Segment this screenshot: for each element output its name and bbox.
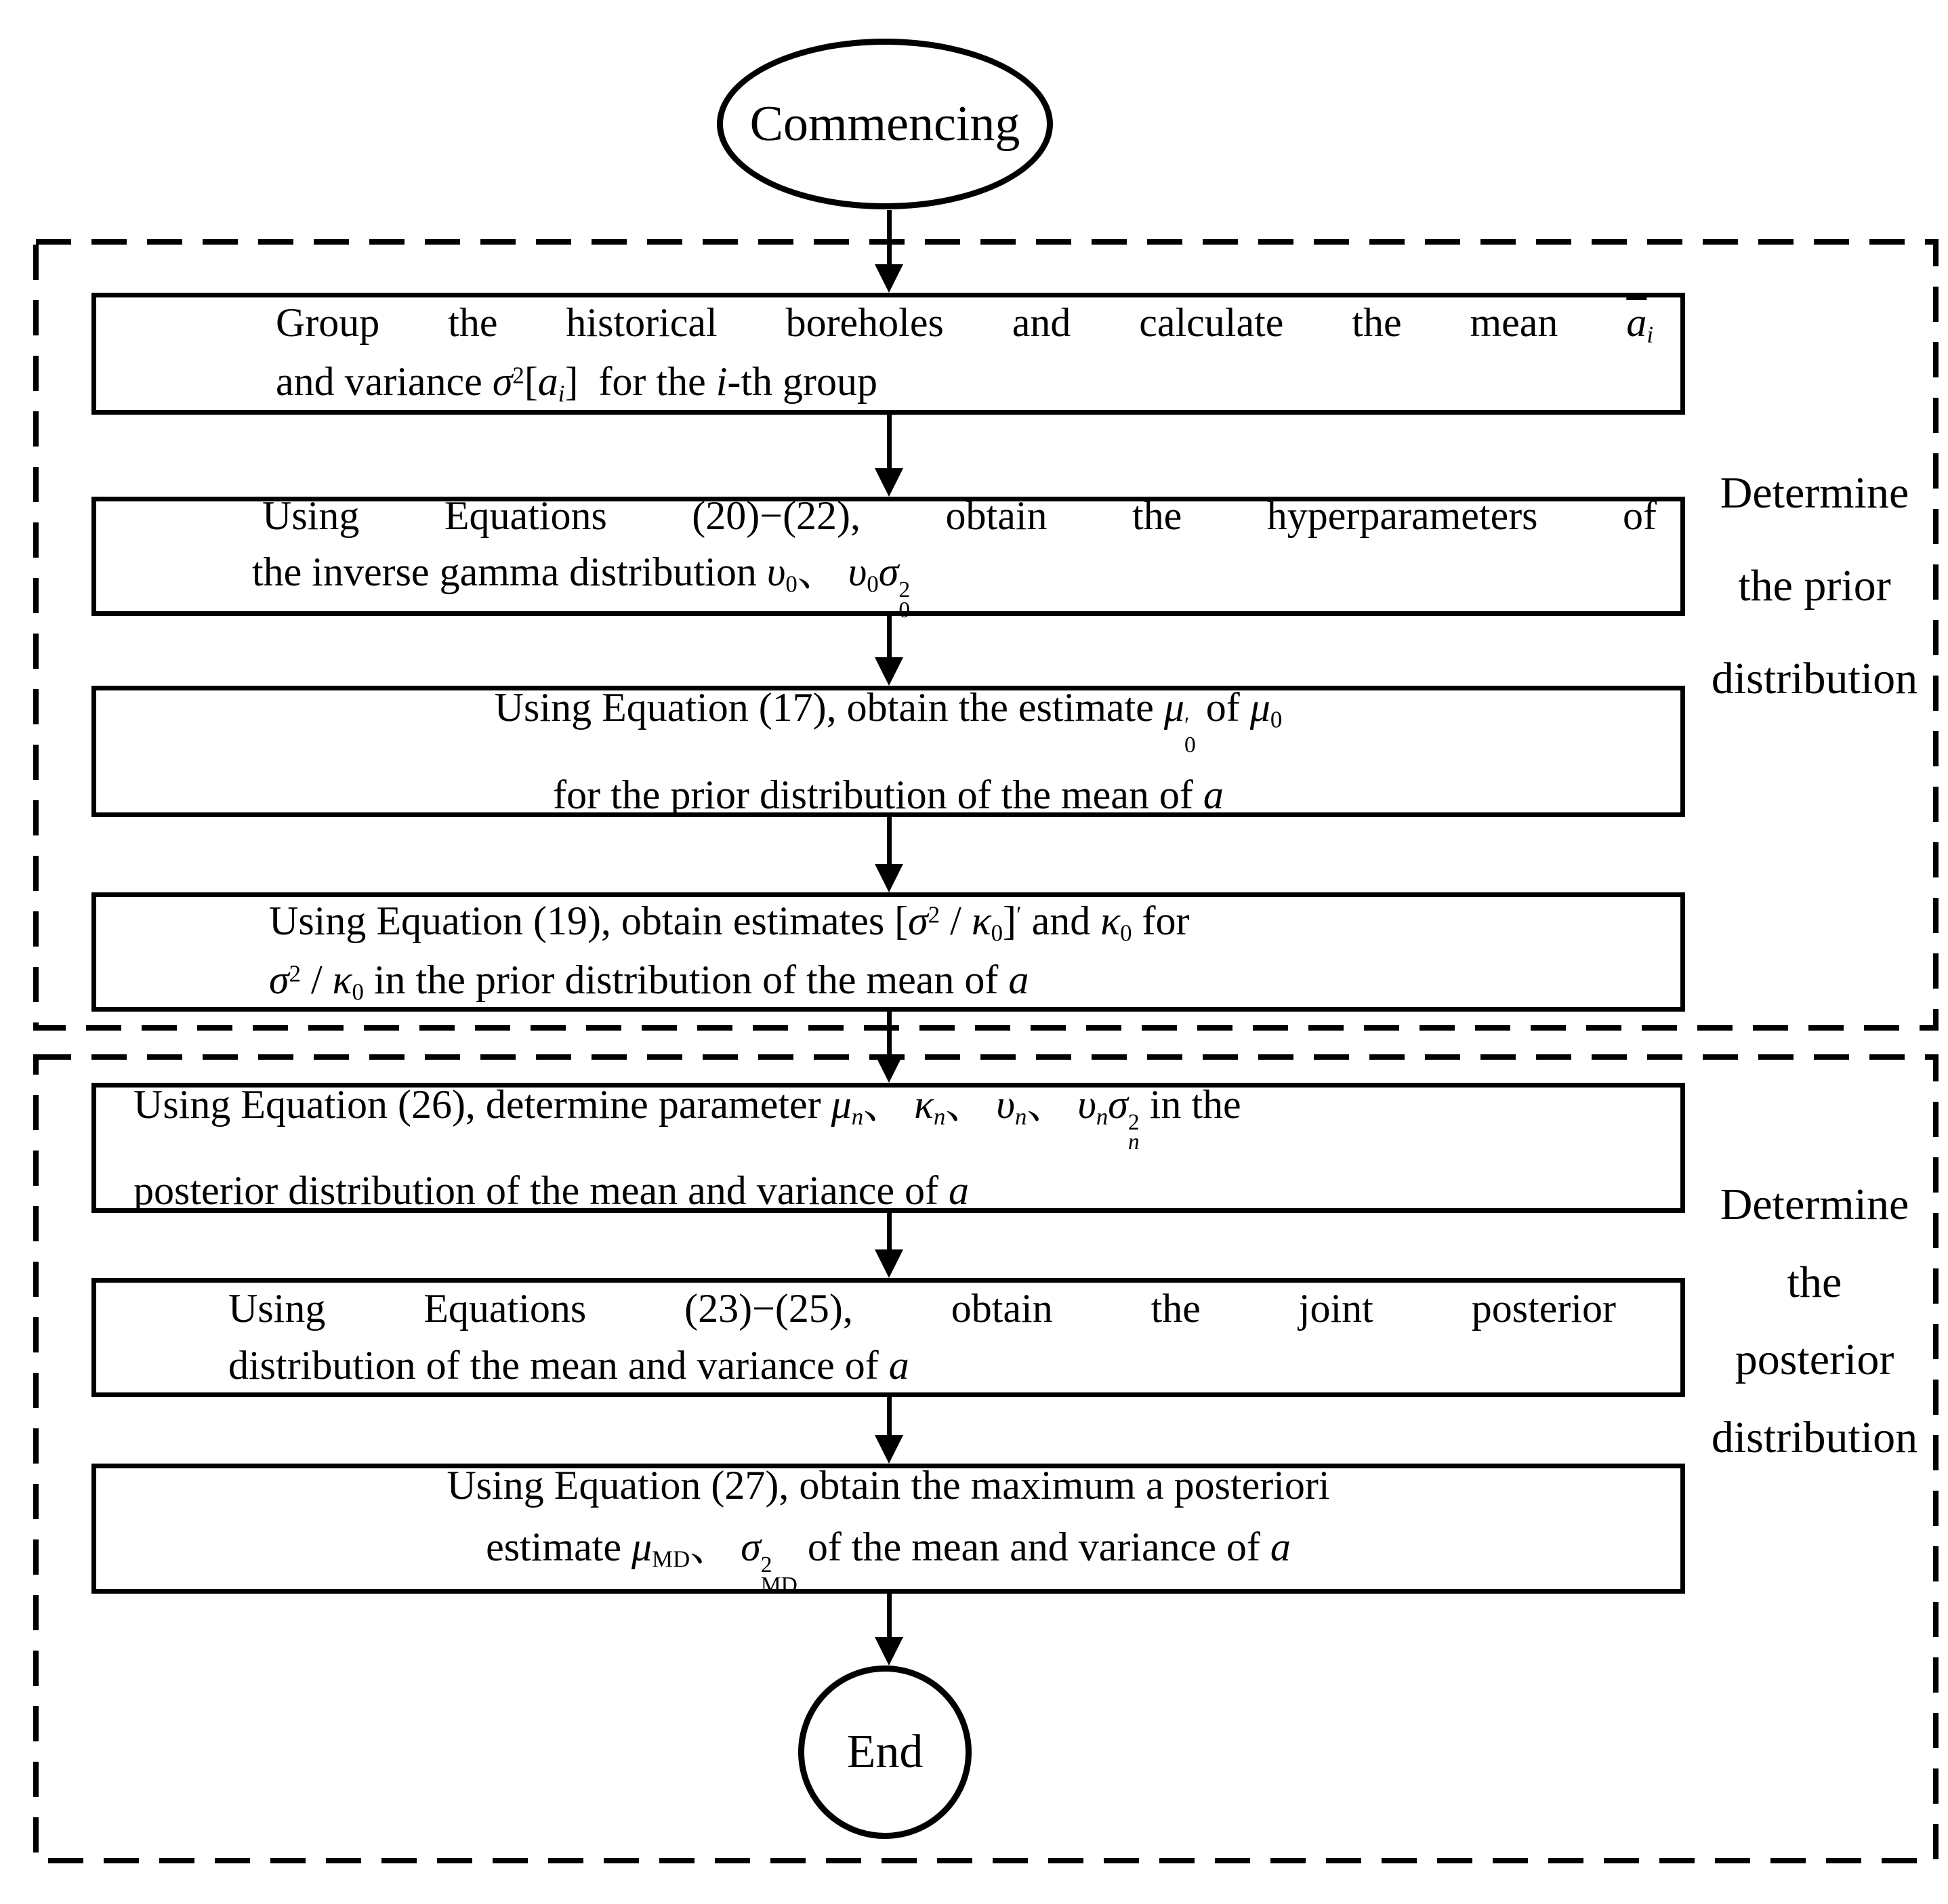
- arrow-shaft: [887, 1397, 892, 1436]
- arrow-shaft: [887, 210, 892, 265]
- flow-arrow-icon: [875, 1594, 903, 1665]
- step-text-line: Using Equation (26), determine parameter $\mu_n$、 $\kappa_n$、 $\upsilon_n$、 $\upsilon_n\sigma$ 2 n in the: [133, 1081, 1241, 1155]
- step-text-line: Using Equation (27), obtain the maximum a posteriori: [447, 1462, 1330, 1508]
- flow-arrow-icon: [875, 1012, 903, 1083]
- step-text-line: estimate $\mu_{MD}$、 σ 2 MD of the mean and variance of a: [486, 1525, 1291, 1598]
- step-box-joint-posterior: [91, 1278, 1685, 1397]
- step-box-estimate-mu0: [91, 686, 1685, 817]
- end-label: End: [846, 1726, 924, 1778]
- flow-arrow-icon: [875, 616, 903, 686]
- step-text-line: Using Equations (23)−(25), obtain the joint posterior: [228, 1286, 1616, 1331]
- arrow-head-icon: [875, 264, 903, 293]
- arrow-head-icon: [875, 1637, 903, 1665]
- step-text-line: for the prior distribution of the mean of a: [553, 772, 1224, 817]
- section-label-line: distribution: [1711, 654, 1918, 703]
- step-text-line: and variance $\sigma^2[a_i]$ for the i-th group: [276, 359, 878, 407]
- arrow-head-icon: [875, 1054, 903, 1083]
- start-label: Commencing: [749, 96, 1020, 152]
- arrow-head-icon: [875, 1249, 903, 1278]
- arrow-shaft: [887, 1012, 892, 1055]
- flow-arrow-icon: [875, 1397, 903, 1464]
- flow-arrow-icon: [875, 210, 903, 293]
- arrow-shaft: [887, 415, 892, 469]
- arrow-head-icon: [875, 657, 903, 686]
- section-label-line: the: [1787, 1257, 1842, 1307]
- flow-arrow-icon: [875, 1213, 903, 1278]
- end-terminal: [798, 1665, 972, 1839]
- arrow-head-icon: [875, 1435, 903, 1464]
- flow-arrow-icon: [875, 817, 903, 892]
- step-text-line: the inverse gamma distribution $\upsilon_0$、 $\upsilon_0\sigma$ 2 0: [252, 550, 911, 623]
- section-label-line: posterior: [1735, 1335, 1894, 1385]
- arrow-shaft: [887, 1213, 892, 1250]
- step-text-line: $\sigma^2 / \kappa_0$ in the prior distribution of the mean of a: [269, 957, 1029, 1006]
- arrow-shaft: [887, 1594, 892, 1638]
- flow-arrow-icon: [875, 415, 903, 497]
- section-label-line: distribution: [1711, 1412, 1918, 1462]
- step-box-posterior-parameters: [91, 1083, 1685, 1213]
- section-label-posterior: [1688, 1179, 1941, 1464]
- step-text-line: Using Equation (19), obtain estimates $[\sigma^2 / \kappa_0]'$ and $\kappa_0$ for: [269, 898, 1190, 947]
- step-box-hyperparameters: [91, 493, 1685, 623]
- section-label-line: the prior: [1738, 561, 1891, 610]
- step-text-line: Group the historical boreholes and calculate the mean $\overline{a}_i$: [276, 299, 1653, 348]
- arrow-shaft: [887, 817, 892, 865]
- step-box-group-boreholes: [91, 293, 1685, 415]
- start-terminal: [717, 39, 1053, 209]
- section-label-prior: [1688, 468, 1941, 705]
- step-text-line: Using Equation (17), obtain the estimate μ ′ 0 of $\mu_0$: [494, 684, 1283, 758]
- section-label-line: Determine: [1720, 1180, 1909, 1229]
- arrow-shaft: [887, 616, 892, 658]
- step-box-estimate-sigma-kappa: [91, 892, 1685, 1012]
- step-text-line: Using Equations (20)−(22), obtain the hyperparameters of: [262, 493, 1657, 538]
- step-text-line: posterior distribution of the mean and variance of a: [133, 1167, 969, 1213]
- arrow-head-icon: [875, 864, 903, 892]
- step-text-line: distribution of the mean and variance of a: [228, 1343, 909, 1388]
- step-box-map-estimate: [91, 1462, 1685, 1598]
- section-label-line: Determine: [1720, 468, 1909, 518]
